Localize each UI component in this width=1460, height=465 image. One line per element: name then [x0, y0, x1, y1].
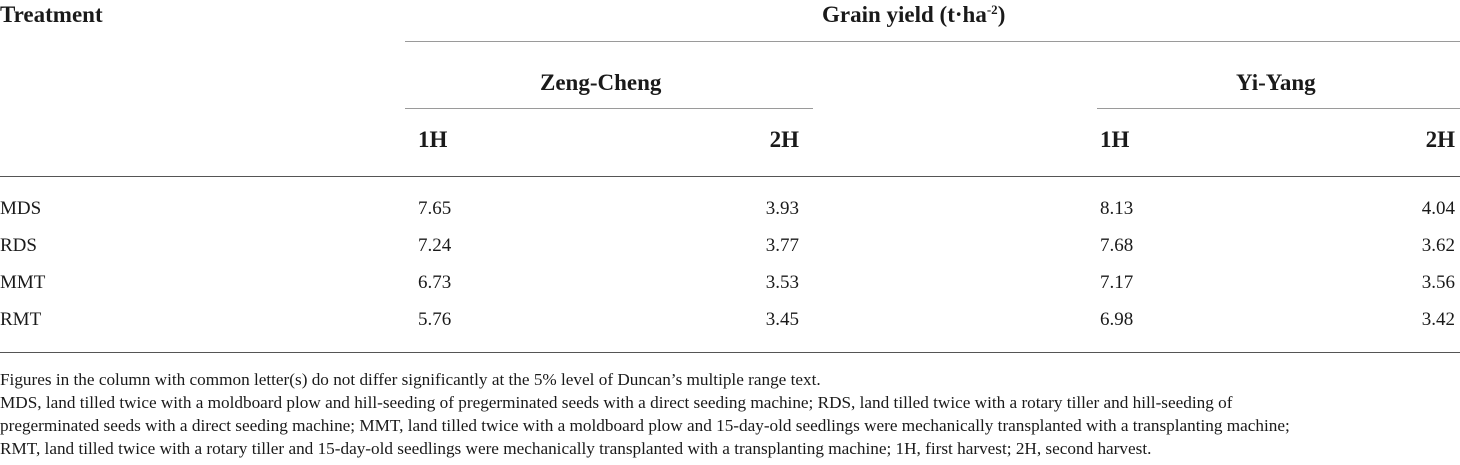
cell-yy-2h: 3.42	[1421, 309, 1455, 330]
header-grain-yield	[822, 2, 1005, 28]
row-treatment: RMT	[0, 309, 42, 330]
footnote-significance: Figures in the column with common letter(s) do not differ significantly at the 5% level of Duncan’s multiple range text.	[0, 370, 821, 389]
cell-yy-1h: 6.98	[1100, 309, 1134, 330]
cell-zc-1h: 6.73	[418, 272, 452, 293]
footnote-abbreviations-line-3: RMT, land tilled twice with a rotary tiller and 15-day-old seedlings were mechanically transplanted with a transplanting machine; 1H, first harvest; 2H, second harvest.	[0, 439, 1152, 458]
header-grain-yield-close: )	[997, 2, 1006, 27]
header-site-zeng-cheng: Zeng-Cheng	[540, 70, 662, 95]
footnote-abbreviations-line-2: pregerminated seeds with a direct seeding machine; MMT, land tilled twice with a moldboard plow and 15-day-old seedlings were mechanically transplanted with a transplanting machine;	[0, 416, 1290, 435]
header-grain-yield-text: Grain yield (t·ha	[822, 2, 987, 27]
rule-under-zeng-cheng	[405, 108, 813, 109]
cell-yy-2h: 4.04	[1421, 198, 1455, 219]
cell-zc-2h: 3.93	[765, 198, 799, 219]
rule-under-header	[0, 176, 1460, 177]
cell-yy-1h: 7.17	[1100, 272, 1134, 293]
header-site-yi-yang: Yi-Yang	[1236, 70, 1316, 95]
cell-zc-2h: 3.77	[765, 235, 799, 256]
row-treatment: RDS	[0, 235, 37, 256]
cell-zc-1h: 7.65	[418, 198, 452, 219]
row-treatment: MDS	[0, 198, 42, 219]
rule-under-grain-yield	[405, 41, 1460, 42]
row-treatment: MMT	[0, 272, 46, 293]
header-harvest-zc-1h: 1H	[418, 127, 448, 152]
header-treatment: Treatment	[0, 2, 103, 27]
cell-yy-1h: 7.68	[1100, 235, 1134, 256]
cell-yy-2h: 3.62	[1421, 235, 1455, 256]
cell-yy-2h: 3.56	[1421, 272, 1455, 293]
header-harvest-zc-2h: 2H	[769, 127, 799, 152]
footnote-abbreviations-line-1: MDS, land tilled twice with a moldboard plow and hill-seeding of pregerminated seeds with a direct seeding machine; RDS, land tilled twice with a rotary tiller and hill-seeding of	[0, 393, 1233, 412]
header-harvest-yy-2h: 2H	[1425, 127, 1455, 152]
cell-zc-2h: 3.53	[765, 272, 799, 293]
rule-table-bottom	[0, 352, 1460, 353]
cell-zc-1h: 7.24	[418, 235, 452, 256]
rule-under-yi-yang	[1097, 108, 1460, 109]
cell-yy-1h: 8.13	[1100, 198, 1134, 219]
header-grain-yield-superscript: -2	[986, 2, 998, 17]
header-harvest-yy-1h: 1H	[1100, 127, 1130, 152]
cell-zc-1h: 5.76	[418, 309, 452, 330]
cell-zc-2h: 3.45	[765, 309, 799, 330]
